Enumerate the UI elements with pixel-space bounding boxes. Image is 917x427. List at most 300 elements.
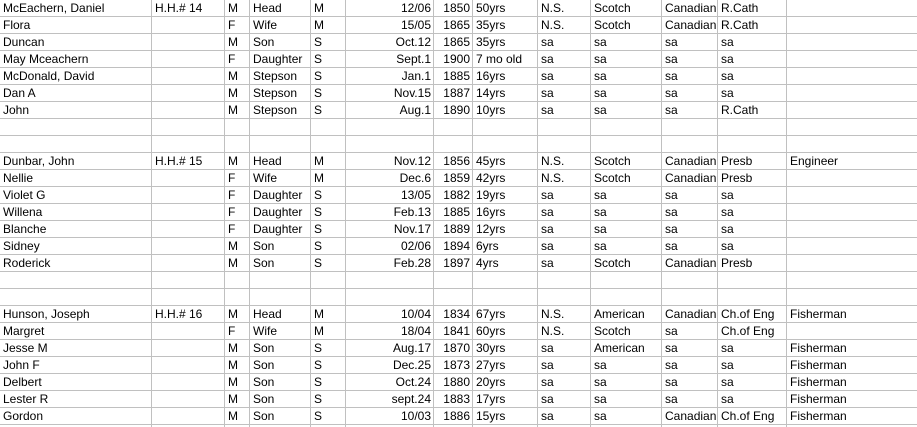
cell-religion[interactable]: Presb	[721, 171, 753, 185]
cell-origin[interactable]: Scotch	[594, 324, 631, 338]
cell-birth-date[interactable]: Dec.6	[399, 171, 431, 185]
cell-nationality[interactable]: Canadian	[665, 154, 717, 168]
cell-relation[interactable]: Daughter	[253, 188, 303, 202]
cell-birthplace[interactable]: N.S.	[541, 324, 565, 338]
cell-origin[interactable]: Scotch	[594, 1, 631, 15]
cell-religion[interactable]: sa	[721, 392, 734, 406]
cell-occupation[interactable]	[787, 85, 917, 102]
cell-nationality[interactable]: sa	[665, 239, 678, 253]
cell-birth-date[interactable]: Sept.1	[396, 52, 431, 66]
cell-marital[interactable]: S	[314, 256, 323, 270]
cell-birth-year[interactable]: 1882	[443, 188, 470, 202]
cell-birth-year[interactable]: 1885	[443, 205, 470, 219]
cell-occupation[interactable]	[787, 272, 917, 289]
cell-birth-date[interactable]	[346, 289, 434, 306]
cell-origin[interactable]: sa	[594, 222, 607, 236]
cell-birth-date[interactable]: Feb.13	[393, 205, 431, 219]
cell-name[interactable]: Flora	[3, 18, 31, 32]
cell-name[interactable]: McDonald, David	[3, 69, 95, 83]
cell-sex[interactable]: M	[228, 358, 238, 372]
cell-sex[interactable]: F	[228, 222, 236, 236]
cell-origin[interactable]: sa	[594, 103, 607, 117]
cell-birthplace[interactable]: sa	[541, 256, 554, 270]
cell-origin[interactable]: sa	[594, 358, 607, 372]
cell-birth-year[interactable]: 1883	[443, 392, 470, 406]
cell-birthplace[interactable]: sa	[541, 358, 554, 372]
cell-household[interactable]: H.H.# 14	[155, 1, 203, 15]
cell-religion[interactable]: Presb	[721, 256, 753, 270]
cell-religion[interactable]: Presb	[721, 154, 753, 168]
cell-household[interactable]: H.H.# 15	[155, 154, 203, 168]
cell-religion[interactable]: sa	[721, 188, 734, 202]
cell-birthplace[interactable]: sa	[541, 409, 554, 423]
cell-occupation[interactable]	[787, 51, 917, 68]
cell-sex[interactable]: M	[228, 375, 238, 389]
cell-birth-date[interactable]: 15/05	[400, 18, 431, 32]
cell-nationality[interactable]: Canadian	[665, 307, 717, 321]
cell-birth-year[interactable]	[434, 289, 473, 306]
cell-origin[interactable]	[591, 119, 662, 136]
cell-occupation[interactable]	[787, 68, 917, 85]
cell-age[interactable]: 50yrs	[476, 1, 506, 15]
cell-sex[interactable]: F	[228, 52, 236, 66]
cell-birth-year[interactable]: 1841	[443, 324, 470, 338]
cell-origin[interactable]: Scotch	[594, 171, 631, 185]
cell-nationality[interactable]: Canadian	[665, 171, 717, 185]
cell-relation[interactable]: Stepson	[253, 86, 298, 100]
cell-age[interactable]: 17yrs	[476, 392, 506, 406]
cell-origin[interactable]: sa	[594, 239, 607, 253]
cell-relation[interactable]: Son	[253, 375, 275, 389]
cell-nationality[interactable]: sa	[665, 222, 678, 236]
cell-sex[interactable]	[225, 119, 250, 136]
cell-marital[interactable]: S	[314, 375, 323, 389]
cell-name[interactable]: Willena	[3, 205, 43, 219]
cell-marital[interactable]: M	[314, 171, 324, 185]
cell-birth-date[interactable]: Nov.17	[393, 222, 431, 236]
cell-birth-date[interactable]: sept.24	[391, 392, 431, 406]
cell-marital[interactable]: S	[314, 35, 323, 49]
cell-birthplace[interactable]	[538, 272, 591, 289]
cell-religion[interactable]: sa	[721, 222, 734, 236]
cell-household[interactable]	[152, 221, 225, 238]
cell-occupation[interactable]	[787, 238, 917, 255]
cell-sex[interactable]: M	[228, 341, 238, 355]
cell-marital[interactable]: M	[314, 324, 324, 338]
cell-religion[interactable]: Ch.of Eng	[721, 307, 775, 321]
cell-nationality[interactable]	[662, 136, 718, 153]
cell-birth-year[interactable]	[434, 136, 473, 153]
cell-relation[interactable]: Wife	[253, 324, 277, 338]
cell-age[interactable]: 30yrs	[476, 341, 506, 355]
cell-household[interactable]	[152, 170, 225, 187]
cell-name[interactable]: Violet G	[3, 188, 46, 202]
cell-birthplace[interactable]: N.S.	[541, 171, 565, 185]
cell-birth-year[interactable]: 1865	[443, 35, 470, 49]
cell-occupation[interactable]	[787, 0, 917, 17]
cell-religion[interactable]: sa	[721, 35, 734, 49]
cell-birth-year[interactable]	[434, 272, 473, 289]
cell-age[interactable]	[473, 119, 538, 136]
cell-birth-date[interactable]: Feb.28	[393, 256, 431, 270]
cell-relation[interactable]: Son	[253, 35, 275, 49]
cell-age[interactable]: 42yrs	[476, 171, 506, 185]
cell-occupation[interactable]: Engineer	[790, 154, 839, 168]
cell-birth-year[interactable]: 1886	[443, 409, 470, 423]
cell-marital[interactable]: S	[314, 392, 323, 406]
cell-birth-date[interactable]: 02/06	[400, 239, 431, 253]
cell-age[interactable]: 19yrs	[476, 188, 506, 202]
cell-relation[interactable]: Son	[253, 239, 275, 253]
cell-sex[interactable]: M	[228, 239, 238, 253]
cell-household[interactable]	[152, 272, 225, 289]
cell-name[interactable]	[0, 119, 152, 136]
cell-birth-date[interactable]: Nov.15	[393, 86, 431, 100]
cell-birth-year[interactable]: 1880	[443, 375, 470, 389]
cell-name[interactable]: John	[3, 103, 30, 117]
cell-origin[interactable]: sa	[594, 86, 607, 100]
cell-birth-date[interactable]: Dec.25	[392, 358, 431, 372]
cell-religion[interactable]: Ch.of Eng	[721, 324, 775, 338]
cell-birth-date[interactable]: Oct.12	[395, 35, 431, 49]
cell-nationality[interactable]: sa	[665, 35, 678, 49]
cell-relation[interactable]: Son	[253, 358, 275, 372]
cell-age[interactable]: 14yrs	[476, 86, 506, 100]
cell-age[interactable]: 60yrs	[476, 324, 506, 338]
cell-sex[interactable]: M	[228, 307, 238, 321]
cell-age[interactable]: 67yrs	[476, 307, 506, 321]
cell-birthplace[interactable]: N.S.	[541, 307, 565, 321]
cell-relation[interactable]: Head	[253, 154, 282, 168]
cell-occupation[interactable]	[787, 255, 917, 272]
cell-nationality[interactable]: sa	[665, 69, 678, 83]
cell-occupation[interactable]: Fisherman	[790, 341, 847, 355]
cell-nationality[interactable]	[662, 289, 718, 306]
cell-origin[interactable]: Scotch	[594, 18, 631, 32]
cell-relation[interactable]: Son	[253, 409, 275, 423]
cell-birth-date[interactable]: Aug.17	[392, 341, 431, 355]
cell-nationality[interactable]: Canadian	[665, 1, 717, 15]
cell-religion[interactable]: R.Cath	[721, 18, 759, 32]
cell-household[interactable]	[152, 51, 225, 68]
cell-name[interactable]: Dunbar, John	[3, 154, 75, 168]
cell-birth-year[interactable]: 1834	[443, 307, 470, 321]
cell-sex[interactable]: M	[228, 35, 238, 49]
cell-birthplace[interactable]	[538, 289, 591, 306]
cell-origin[interactable]: Scotch	[594, 256, 631, 270]
cell-birth-date[interactable]: 12/06	[400, 1, 431, 15]
cell-age[interactable]	[473, 289, 538, 306]
cell-birthplace[interactable]: sa	[541, 205, 554, 219]
cell-birth-date[interactable]	[346, 119, 434, 136]
cell-origin[interactable]: sa	[594, 69, 607, 83]
cell-sex[interactable]: M	[228, 103, 238, 117]
cell-household[interactable]	[152, 391, 225, 408]
cell-marital[interactable]	[311, 119, 346, 136]
cell-marital[interactable]: S	[314, 239, 323, 253]
cell-household[interactable]	[152, 34, 225, 51]
cell-nationality[interactable]: sa	[665, 103, 678, 117]
cell-age[interactable]: 7 mo old	[476, 52, 523, 66]
cell-birthplace[interactable]: sa	[541, 86, 554, 100]
cell-birthplace[interactable]: sa	[541, 52, 554, 66]
cell-religion[interactable]: sa	[721, 86, 734, 100]
cell-marital[interactable]: M	[314, 307, 324, 321]
cell-relation[interactable]	[250, 119, 311, 136]
cell-age[interactable]: 35yrs	[476, 35, 506, 49]
cell-marital[interactable]: S	[314, 409, 323, 423]
cell-birthplace[interactable]: sa	[541, 188, 554, 202]
cell-sex[interactable]: M	[228, 392, 238, 406]
cell-religion[interactable]	[718, 272, 787, 289]
cell-birth-year[interactable]: 1856	[443, 154, 470, 168]
cell-occupation[interactable]	[787, 34, 917, 51]
cell-marital[interactable]: M	[314, 154, 324, 168]
cell-age[interactable]	[473, 272, 538, 289]
cell-name[interactable]: Gordon	[3, 409, 44, 423]
cell-birthplace[interactable]: N.S.	[541, 1, 565, 15]
cell-nationality[interactable]	[662, 119, 718, 136]
cell-birth-year[interactable]: 1890	[443, 103, 470, 117]
cell-relation[interactable]: Wife	[253, 171, 277, 185]
cell-sex[interactable]	[225, 272, 250, 289]
cell-sex[interactable]: F	[228, 18, 236, 32]
cell-relation[interactable]: Son	[253, 392, 275, 406]
cell-sex[interactable]: M	[228, 154, 238, 168]
cell-birth-year[interactable]: 1887	[443, 86, 470, 100]
cell-relation[interactable]: Daughter	[253, 52, 303, 66]
cell-household[interactable]	[152, 323, 225, 340]
cell-occupation[interactable]: Fisherman	[790, 307, 847, 321]
cell-occupation[interactable]: Fisherman	[790, 392, 847, 406]
cell-household[interactable]	[152, 119, 225, 136]
cell-sex[interactable]: M	[228, 256, 238, 270]
cell-occupation[interactable]	[787, 204, 917, 221]
cell-birthplace[interactable]: sa	[541, 69, 554, 83]
cell-marital[interactable]: S	[314, 222, 323, 236]
cell-origin[interactable]: sa	[594, 375, 607, 389]
cell-occupation[interactable]: Fisherman	[790, 375, 847, 389]
cell-origin[interactable]: sa	[594, 52, 607, 66]
cell-sex[interactable]	[225, 289, 250, 306]
cell-birth-year[interactable]: 1885	[443, 69, 470, 83]
cell-age[interactable]: 45yrs	[476, 154, 506, 168]
cell-household[interactable]	[152, 102, 225, 119]
cell-age[interactable]: 16yrs	[476, 205, 506, 219]
cell-marital[interactable]: S	[314, 86, 323, 100]
cell-birthplace[interactable]	[538, 119, 591, 136]
cell-birthplace[interactable]: sa	[541, 222, 554, 236]
cell-marital[interactable]	[311, 136, 346, 153]
cell-name[interactable]: Sidney	[3, 239, 40, 253]
cell-occupation[interactable]	[787, 102, 917, 119]
cell-birth-year[interactable]: 1873	[443, 358, 470, 372]
cell-religion[interactable]: sa	[721, 69, 734, 83]
cell-household[interactable]	[152, 85, 225, 102]
cell-relation[interactable]: Head	[253, 1, 282, 15]
cell-birth-year[interactable]: 1865	[443, 18, 470, 32]
cell-origin[interactable]: sa	[594, 409, 607, 423]
cell-household[interactable]	[152, 238, 225, 255]
cell-name[interactable]: Margret	[3, 324, 45, 338]
cell-birth-date[interactable]: 13/05	[400, 188, 431, 202]
cell-origin[interactable]: sa	[594, 392, 607, 406]
cell-name[interactable]	[0, 136, 152, 153]
cell-religion[interactable]	[718, 289, 787, 306]
cell-occupation[interactable]	[787, 187, 917, 204]
cell-birthplace[interactable]: sa	[541, 341, 554, 355]
cell-occupation[interactable]	[787, 119, 917, 136]
cell-religion[interactable]: sa	[721, 375, 734, 389]
cell-nationality[interactable]	[662, 272, 718, 289]
cell-birth-date[interactable]: Nov.12	[393, 154, 431, 168]
cell-household[interactable]	[152, 408, 225, 425]
cell-name[interactable]: Jesse M	[3, 341, 48, 355]
cell-name[interactable]: Hunson, Joseph	[3, 307, 90, 321]
cell-origin[interactable]: Scotch	[594, 154, 631, 168]
cell-birth-date[interactable]	[346, 272, 434, 289]
cell-nationality[interactable]: sa	[665, 358, 678, 372]
cell-nationality[interactable]: Canadian	[665, 409, 717, 423]
cell-nationality[interactable]: sa	[665, 341, 678, 355]
cell-relation[interactable]: Wife	[253, 18, 277, 32]
cell-name[interactable]: John F	[3, 358, 40, 372]
cell-relation[interactable]	[250, 289, 311, 306]
cell-religion[interactable]: sa	[721, 341, 734, 355]
cell-age[interactable]: 4yrs	[476, 256, 499, 270]
cell-age[interactable]: 16yrs	[476, 69, 506, 83]
cell-sex[interactable]: M	[228, 409, 238, 423]
cell-birthplace[interactable]	[538, 136, 591, 153]
cell-birth-year[interactable]: 1900	[443, 52, 470, 66]
cell-nationality[interactable]: sa	[665, 188, 678, 202]
cell-birth-year[interactable]: 1850	[443, 1, 470, 15]
cell-age[interactable]: 6yrs	[476, 239, 499, 253]
cell-sex[interactable]: M	[228, 69, 238, 83]
cell-religion[interactable]: sa	[721, 358, 734, 372]
cell-occupation[interactable]	[787, 170, 917, 187]
cell-sex[interactable]: F	[228, 171, 236, 185]
cell-marital[interactable]: S	[314, 358, 323, 372]
cell-relation[interactable]: Son	[253, 341, 275, 355]
cell-religion[interactable]: R.Cath	[721, 1, 759, 15]
cell-marital[interactable]: S	[314, 52, 323, 66]
cell-birthplace[interactable]: N.S.	[541, 18, 565, 32]
cell-occupation[interactable]	[787, 17, 917, 34]
cell-marital[interactable]	[311, 289, 346, 306]
cell-origin[interactable]: sa	[594, 188, 607, 202]
cell-age[interactable]: 10yrs	[476, 103, 506, 117]
cell-age[interactable]: 12yrs	[476, 222, 506, 236]
cell-relation[interactable]: Daughter	[253, 205, 303, 219]
cell-origin[interactable]	[591, 272, 662, 289]
cell-religion[interactable]	[718, 136, 787, 153]
cell-relation[interactable]: Son	[253, 256, 275, 270]
cell-household[interactable]	[152, 357, 225, 374]
cell-name[interactable]: May Mceachern	[3, 52, 89, 66]
cell-name[interactable]: Lester R	[3, 392, 49, 406]
cell-relation[interactable]	[250, 272, 311, 289]
cell-name[interactable]	[0, 272, 152, 289]
cell-age[interactable]: 15yrs	[476, 409, 506, 423]
cell-religion[interactable]: sa	[721, 205, 734, 219]
cell-name[interactable]: Duncan	[3, 35, 45, 49]
cell-occupation[interactable]: Fisherman	[790, 409, 847, 423]
cell-birth-date[interactable]: 18/04	[400, 324, 431, 338]
cell-birth-year[interactable]: 1894	[443, 239, 470, 253]
cell-nationality[interactable]: sa	[665, 375, 678, 389]
cell-household[interactable]	[152, 289, 225, 306]
cell-relation[interactable]: Stepson	[253, 103, 298, 117]
cell-household[interactable]	[152, 68, 225, 85]
cell-birth-year[interactable]: 1897	[443, 256, 470, 270]
cell-household[interactable]	[152, 187, 225, 204]
cell-religion[interactable]: R.Cath	[721, 103, 759, 117]
cell-origin[interactable]: American	[594, 341, 645, 355]
cell-name[interactable]: Dan A	[3, 86, 36, 100]
cell-name[interactable]	[0, 289, 152, 306]
cell-birth-date[interactable]	[346, 136, 434, 153]
cell-sex[interactable]	[225, 136, 250, 153]
cell-religion[interactable]: sa	[721, 239, 734, 253]
cell-occupation[interactable]: Fisherman	[790, 358, 847, 372]
cell-birth-date[interactable]: Jan.1	[401, 69, 431, 83]
cell-origin[interactable]	[591, 289, 662, 306]
cell-religion[interactable]: sa	[721, 52, 734, 66]
cell-birthplace[interactable]: sa	[541, 392, 554, 406]
cell-birth-date[interactable]: 10/04	[400, 307, 431, 321]
cell-birthplace[interactable]: sa	[541, 103, 554, 117]
cell-birth-year[interactable]	[434, 119, 473, 136]
cell-name[interactable]: Nellie	[3, 171, 34, 185]
cell-marital[interactable]: S	[314, 69, 323, 83]
cell-birth-year[interactable]: 1870	[443, 341, 470, 355]
cell-marital[interactable]: M	[314, 18, 324, 32]
cell-marital[interactable]: S	[314, 341, 323, 355]
cell-nationality[interactable]: Canadian	[665, 18, 717, 32]
cell-age[interactable]: 35yrs	[476, 18, 506, 32]
cell-birthplace[interactable]: sa	[541, 239, 554, 253]
cell-household[interactable]	[152, 340, 225, 357]
cell-origin[interactable]	[591, 136, 662, 153]
cell-nationality[interactable]: sa	[665, 86, 678, 100]
cell-nationality[interactable]: sa	[665, 324, 678, 338]
cell-sex[interactable]: F	[228, 205, 236, 219]
cell-origin[interactable]: sa	[594, 205, 607, 219]
cell-occupation[interactable]	[787, 289, 917, 306]
cell-relation[interactable]: Stepson	[253, 69, 298, 83]
cell-religion[interactable]	[718, 119, 787, 136]
cell-household[interactable]	[152, 255, 225, 272]
cell-relation[interactable]: Daughter	[253, 222, 303, 236]
cell-household[interactable]	[152, 374, 225, 391]
cell-origin[interactable]: American	[594, 307, 645, 321]
cell-age[interactable]	[473, 136, 538, 153]
cell-religion[interactable]: Ch.of Eng	[721, 409, 775, 423]
cell-age[interactable]: 20yrs	[476, 375, 506, 389]
cell-birth-date[interactable]: 10/03	[400, 409, 431, 423]
cell-occupation[interactable]	[787, 323, 917, 340]
cell-occupation[interactable]	[787, 136, 917, 153]
cell-nationality[interactable]: sa	[665, 52, 678, 66]
cell-nationality[interactable]: sa	[665, 205, 678, 219]
cell-birthplace[interactable]: sa	[541, 375, 554, 389]
cell-household[interactable]: H.H.# 16	[155, 307, 203, 321]
cell-marital[interactable]: S	[314, 205, 323, 219]
cell-name[interactable]: Roderick	[3, 256, 51, 270]
cell-marital[interactable]: S	[314, 103, 323, 117]
cell-name[interactable]: Delbert	[3, 375, 42, 389]
